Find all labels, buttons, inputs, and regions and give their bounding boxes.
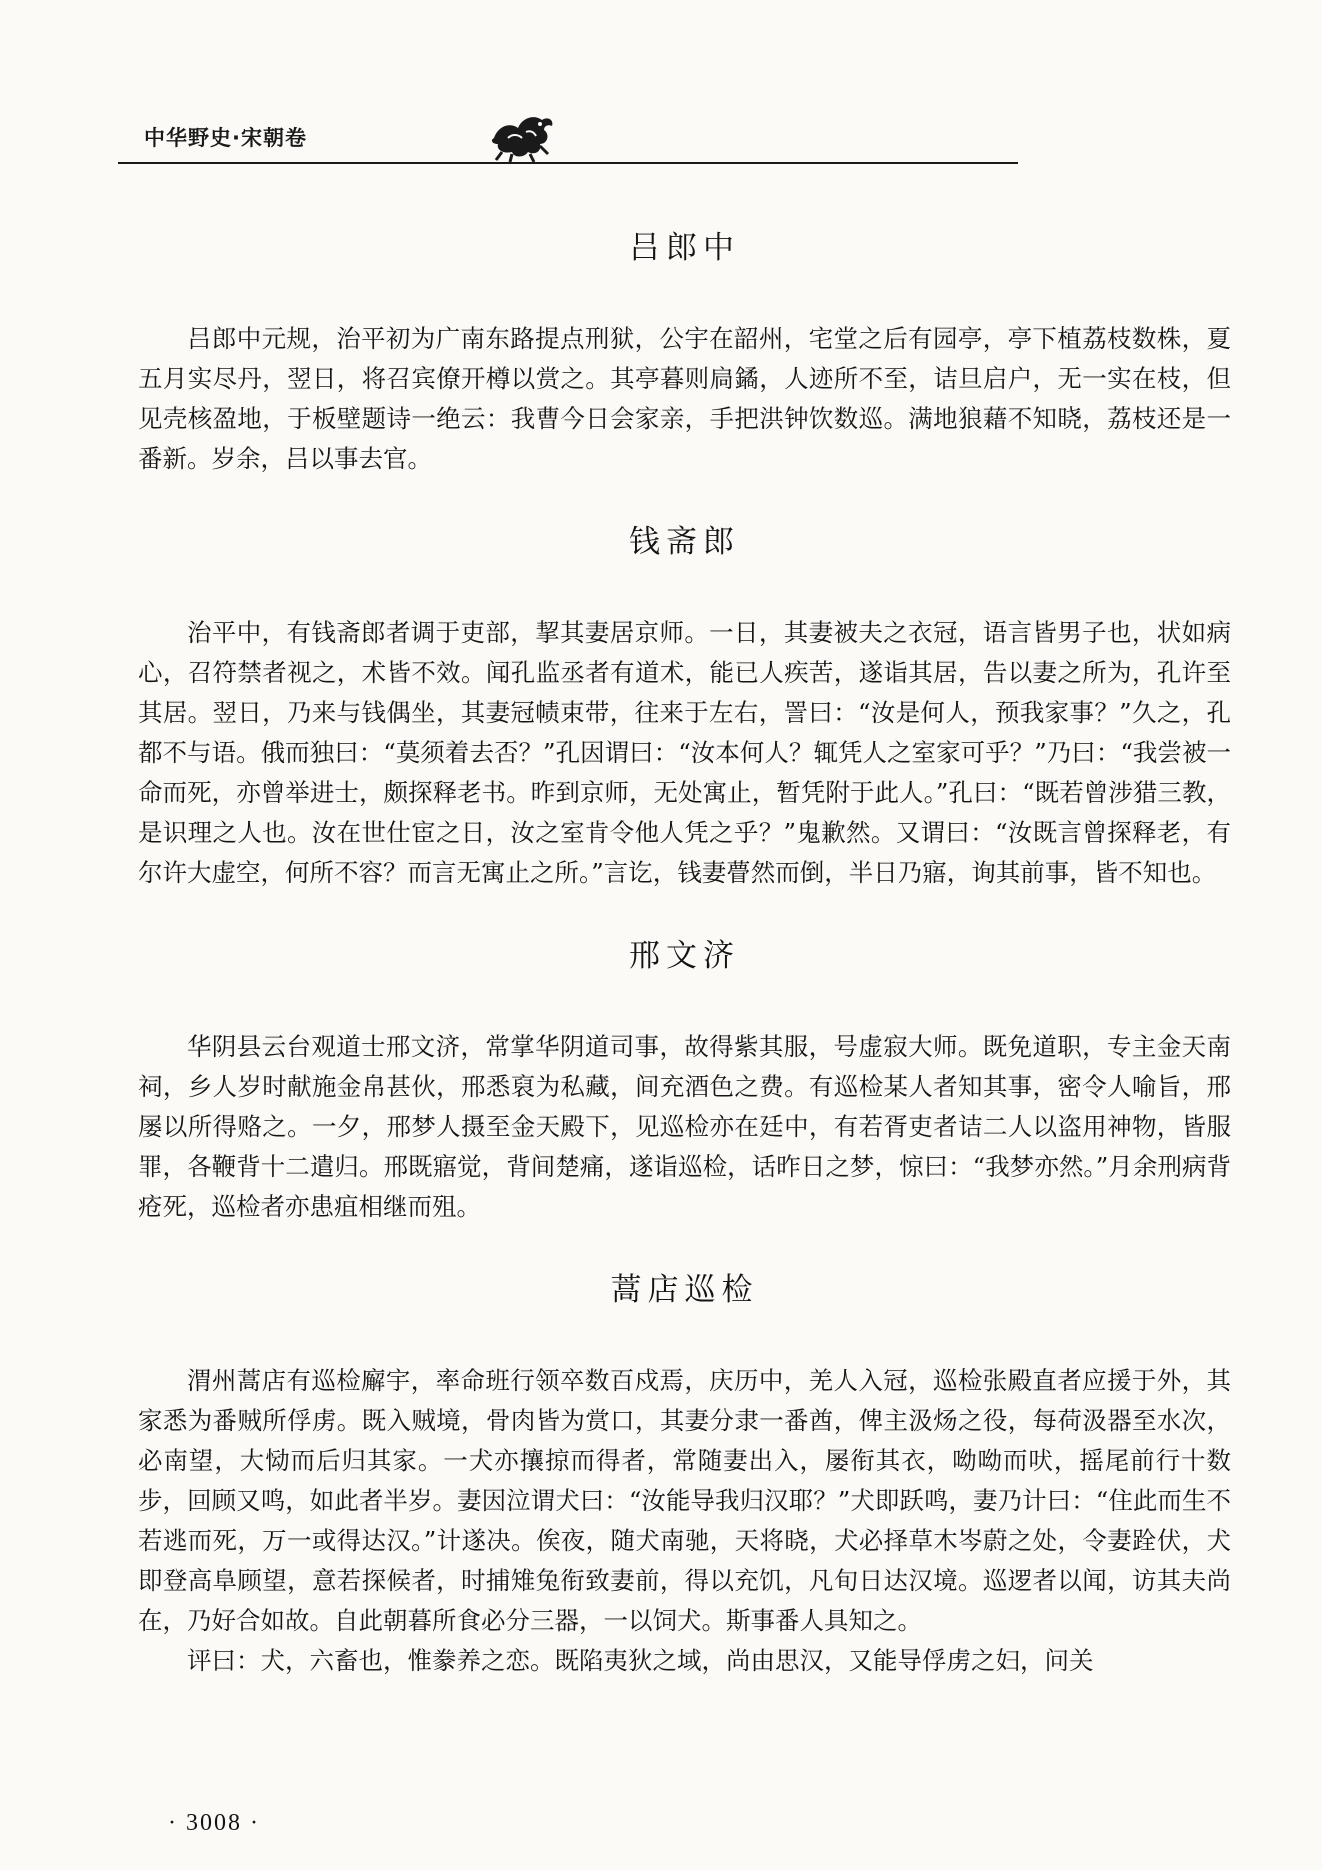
article-qian-zhailang <box>138 519 1231 893</box>
article-paragraph: 吕郎中元规，治平初为广南东路提点刑狱，公宇在韶州，宅堂之后有园亭，亭下植荔枝数株，夏五月实尽丹，翌日，将召宾僚开樽以赏之。其亭暮则扃鐍，人迹所不至，诘旦启户，无一实在枝，但见壳核盈地，于板壁题诗一绝云：我曹今日会家亲，手把洪钟饮数巡。满地狼藉不知晓，荔枝还是一番新。岁余，吕以事去官。 <box>138 324 1231 473</box>
article-title: 邢文济 <box>629 938 740 974</box>
page-header <box>118 108 1018 166</box>
article-paragraph: 治平中，有钱斋郎者调于吏部，挈其妻居京师。一日，其妻被夫之衣冠，语言皆男子也，状如病心，召符禁者视之，术皆不效。闻孔监丞者有道术，能已人疾苦，遂诣其居，告以妻之所为，孔许至其居。翌日，乃来与钱偶坐，其妻冠帻束带，往来于左右，詈曰：“汝是何人，预我家事？”久之，孔都不与语。俄而独曰：“莫须着去否？”孔因谓曰：“汝本何人？辄凭人之室家可乎？”乃曰：“我尝被一命而死，亦曾举进士，颇探释老书。昨到京师，无处寓止，暂凭附于此人。”孔曰：“既若曾涉猎三教，是识理之人也。汝在世仕宦之日，汝之室肯令他人凭之乎？”鬼歉然。又谓曰：“汝既言曾探释老，有尔许大虚空，何所不容？而言无寓止之所。”言讫，钱妻瞢然而倒，半日乃寤，询其前事，皆不知也。 <box>138 618 1231 887</box>
header-rule <box>118 162 1018 164</box>
article-paragraph: 华阴县云台观道士邢文济，常掌华阴道司事，故得紫其服，号虚寂大师。既免道职，专主金天南祠，乡人岁时献施金帛甚伙，邢悉裒为私藏，间充酒色之费。有巡检某人者知其事，密令人喻旨，邢屡以所得赂之。一夕，邢梦人摄至金天殿下，见巡检亦在廷中，有若胥吏者诘二人以盗用神物，皆服罪，各鞭背十二遣归。邢既寤觉，背间楚痛，遂诣巡检，话昨日之梦，惊曰：“我梦亦然。”月余刑病背疮死，巡检者亦患疽相继而殂。 <box>138 1032 1231 1221</box>
commentary-paragraph: 评曰：犬，六畜也，惟豢养之恋。既陷夷狄之域，尚由思汉，又能导俘虏之妇，问关 <box>187 1646 1094 1675</box>
article-title: 钱斋郎 <box>629 524 740 560</box>
article-title: 蒿店巡检 <box>610 1272 759 1308</box>
dragon-icon <box>488 108 558 164</box>
page-content <box>138 225 1231 1681</box>
article-lv-langzhong <box>138 225 1231 479</box>
book-title: 中华野史·宋朝卷 <box>144 126 307 150</box>
article-xing-wenji <box>138 933 1231 1227</box>
article-paragraph: 渭州蒿店有巡检廨宇，率命班行领卒数百戍焉，庆历中，羌人入冠，巡检张殿直者应援于外，其家悉为番贼所俘虏。既入贼境，骨肉皆为赏口，其妻分隶一番酋，俾主汲炀之役，每荷汲器至水次，必南望，大恸而后归其家。一犬亦攘掠而得者，常随妻出入，屡衔其衣，呦呦而吠，摇尾前行十数步，回顾又鸣，如此者半岁。妻因泣谓犬曰：“汝能导我归汉耶？”犬即跃鸣，妻乃计曰：“住此而生不若逃而死，万一或得达汉。”计遂决。俟夜，随犬南驰，天将晓，犬必择草木岑蔚之处，令妻跧伏，犬即登高阜顾望，意若探候者，时捕雉兔衔致妻前，得以充饥，凡旬日达汉境。巡逻者以闻，访其夫尚在，乃好合如故。自此朝暮所食必分三器，一以饲犬。斯事番人具知之。 <box>138 1366 1231 1635</box>
page-number: · 3008 · <box>168 1810 260 1836</box>
article-haodian-xunjian <box>138 1267 1231 1681</box>
article-title: 吕郎中 <box>629 230 740 266</box>
